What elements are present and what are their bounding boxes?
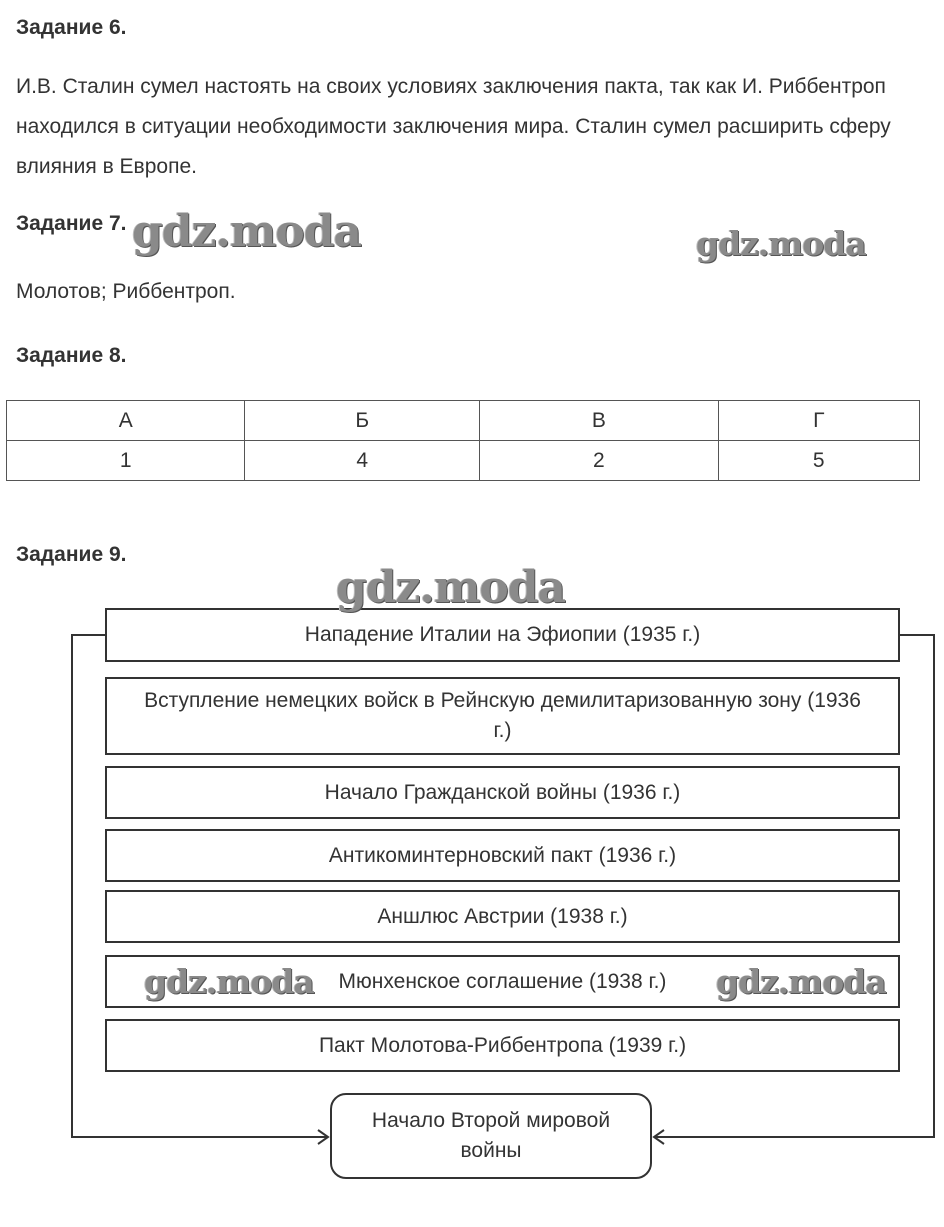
task6-heading: Задание 6. xyxy=(16,16,127,39)
watermark: gdz.moda xyxy=(144,962,314,1001)
watermark: gdz.moda xyxy=(132,206,362,257)
table-cell: 2 xyxy=(480,441,718,481)
event-label: Нападение Италии на Эфиопии (1935 г.) xyxy=(304,623,701,646)
task8-heading: Задание 8. xyxy=(16,344,127,367)
task7-text: Молотов; Риббентроп. xyxy=(16,280,236,303)
event-box xyxy=(105,677,900,755)
event-box xyxy=(105,608,900,662)
event-label: Мюнхенское соглашение (1938 г.) xyxy=(338,969,667,993)
table-header-cell: А xyxy=(7,401,245,441)
event-box xyxy=(105,890,900,943)
event-label: Аншлюс Австрии (1938 г.) xyxy=(377,904,628,928)
watermark: gdz.moda xyxy=(696,224,866,263)
event-box xyxy=(105,766,900,819)
watermark: gdz.moda xyxy=(716,962,886,1001)
result-box xyxy=(330,1093,652,1179)
task7-heading: Задание 7. xyxy=(16,212,127,235)
table-header-cell: Б xyxy=(245,401,480,441)
event-label: Вступление немецких войск в Рейнскую демилитаризованную зону (1936 г.) xyxy=(144,689,861,742)
table-cell: 1 xyxy=(7,441,245,481)
watermark: gdz.moda xyxy=(336,562,566,613)
table-header-cell: Г xyxy=(718,401,919,441)
event-label: Начало Гражданской войны (1936 г.) xyxy=(324,780,681,804)
event-label: Пакт Молотова-Риббентропа (1939 г.) xyxy=(318,1033,687,1057)
event-box xyxy=(105,829,900,882)
task9-heading: Задание 9. xyxy=(16,543,127,566)
event-label: Антикоминтерновский пакт (1936 г.) xyxy=(328,843,677,867)
table-header-cell: В xyxy=(480,401,718,441)
table-cell: 5 xyxy=(718,441,919,481)
task6-text: И.В. Сталин сумел настоять на своих условиях заключения пакта, так как И. Риббентроп находился в ситуации необходимости заключения мира. Сталин сумел расширить сферу влияния в Европе. xyxy=(16,75,891,178)
table-cell: 4 xyxy=(245,441,480,481)
result-label: Начало Второй мировой войны xyxy=(371,1109,611,1162)
event-box xyxy=(105,1019,900,1072)
